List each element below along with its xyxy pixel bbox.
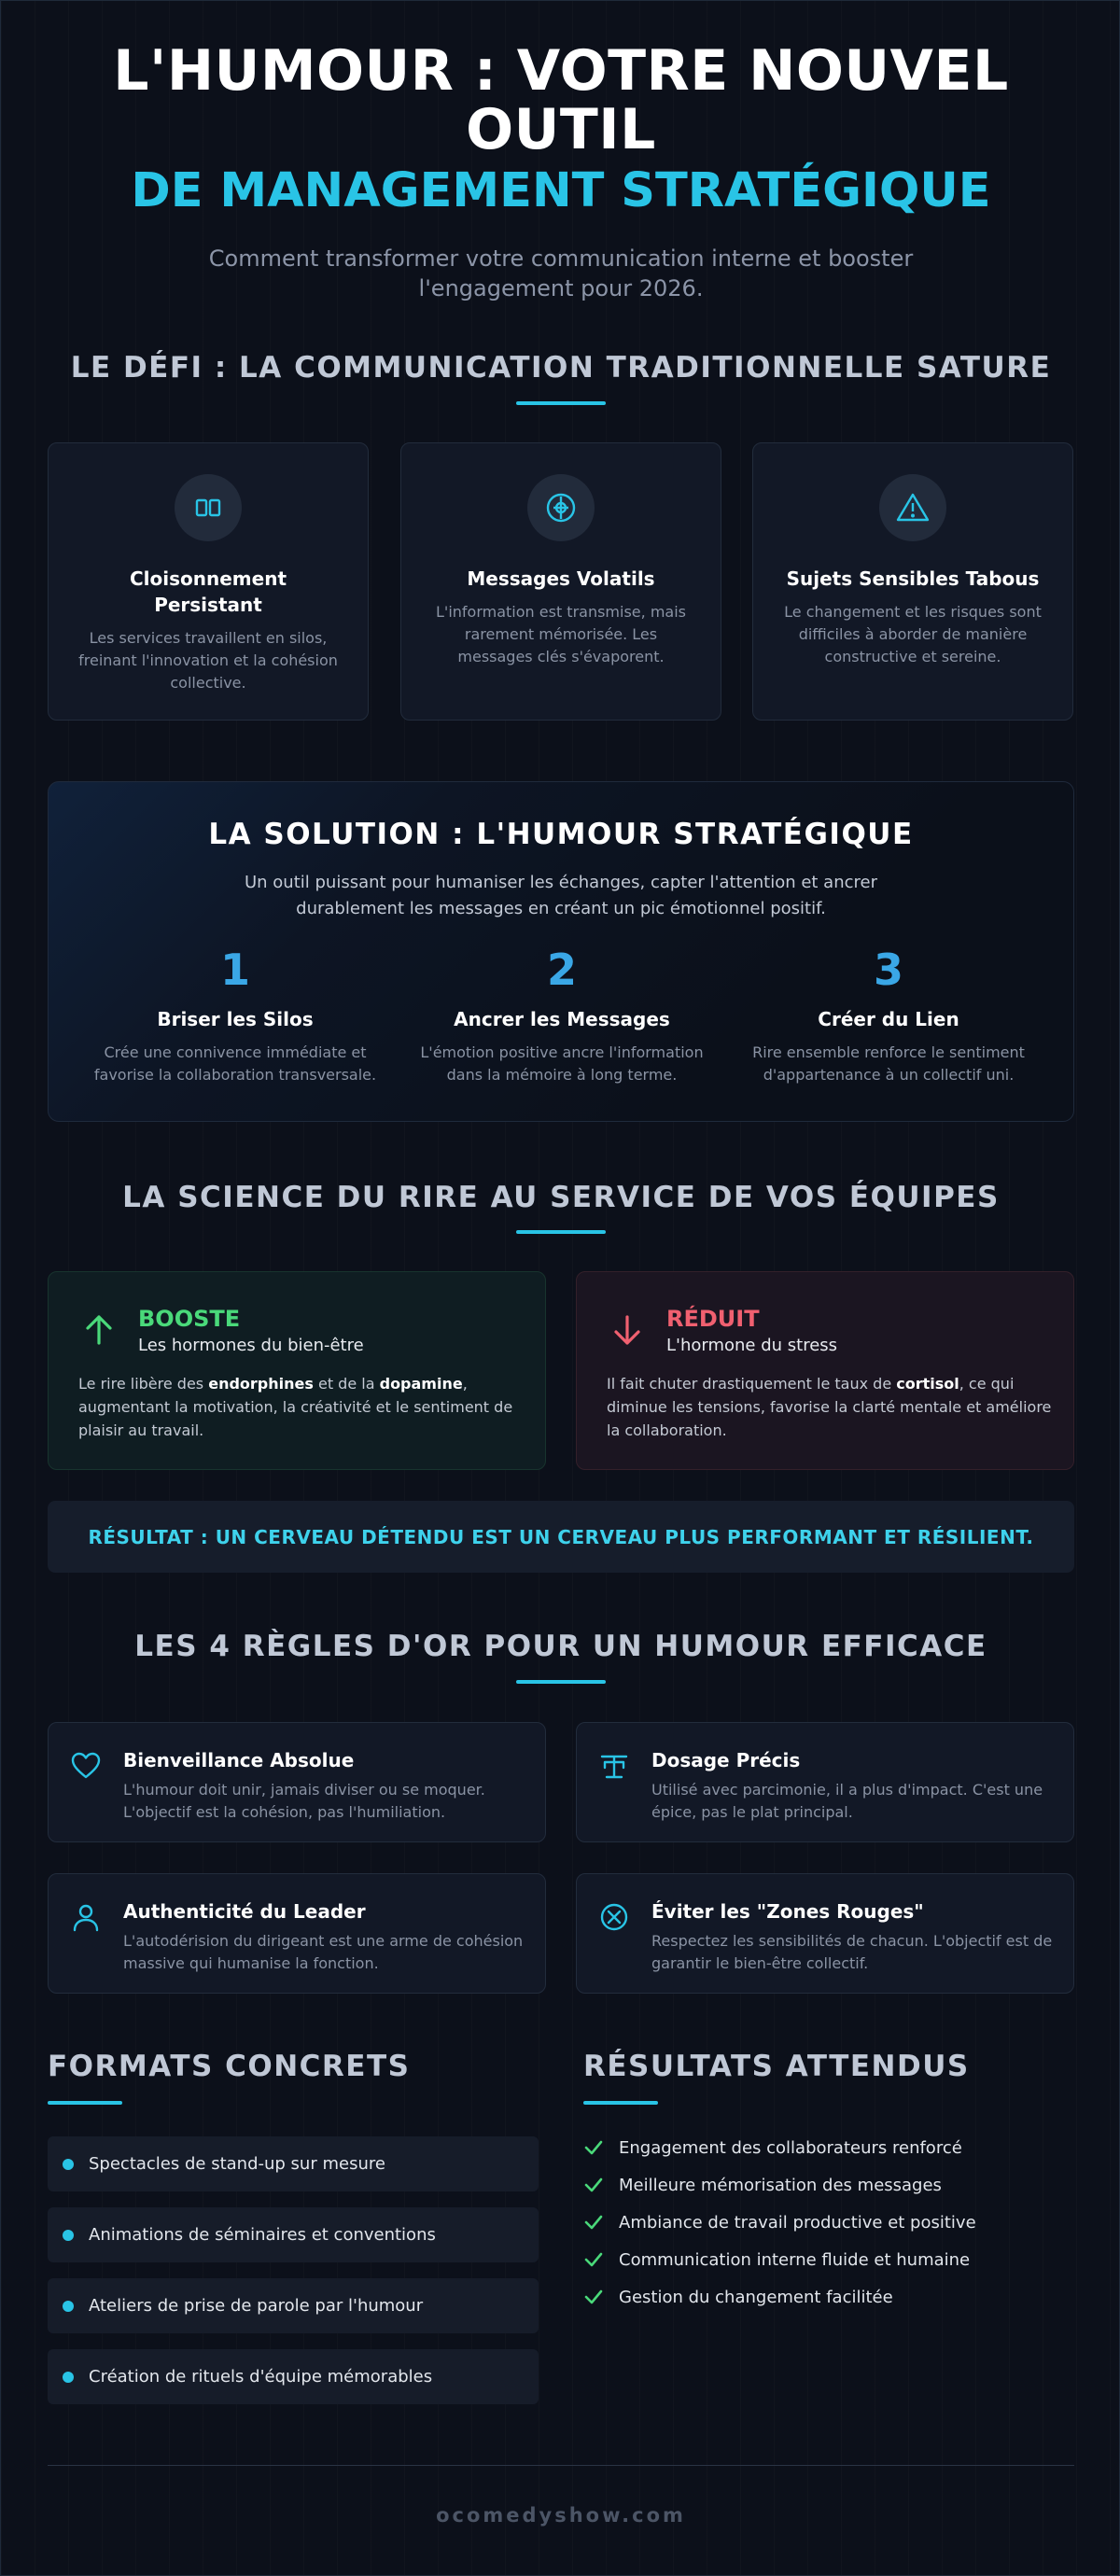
step-number: 1	[219, 945, 250, 995]
arrow-up-icon	[80, 1311, 118, 1349]
rules-title: LES 4 RÈGLES D'OR POUR UN HUMOUR EFFICACE	[134, 1630, 987, 1663]
heart-icon	[69, 1749, 103, 1783]
check-icon	[583, 2175, 604, 2195]
bullet-dot-icon	[63, 2301, 74, 2312]
science-result-banner: RÉSULTAT : UN CERVEAU DÉTENDU EST UN CERVEAU PLUS PERFORMANT ET RÉSILIENT.	[48, 1501, 1074, 1573]
formats-underline	[48, 2101, 122, 2105]
hero-subtitle: Comment transformer votre communication interne et booster l'engagement pour 2026.	[208, 245, 914, 302]
reduce-text: Il fait chuter drastiquement le taux de cortisol, ce qui diminue les tensions, favorise la clarté mentale et améliore la collaboration.	[607, 1375, 1052, 1439]
challenge-card-title: Messages Volatils	[467, 567, 655, 590]
rule-title: Éviter les "Zones Rouges"	[651, 1900, 924, 1923]
rule-card-dosage	[576, 1722, 1074, 1842]
rule-card-red-zones	[576, 1873, 1074, 1994]
results-title: RÉSULTATS ATTENDUS	[583, 2050, 970, 2083]
solution-panel	[48, 781, 1074, 1122]
step-title: Briser les Silos	[157, 1008, 314, 1030]
challenge-card-desc: Les services travaillent en silos, freinant l'innovation et la cohésion collective.	[78, 629, 338, 692]
hero-title-line-1: L'HUMOUR : VOTRE NOUVEL	[113, 38, 1009, 104]
rule-card-authenticity	[48, 1873, 546, 1994]
result-item-label: Meilleure mémorisation des messages	[619, 2175, 942, 2195]
bullet-dot-icon	[63, 2372, 74, 2383]
footer-website[interactable]: ocomedyshow.com	[436, 2504, 686, 2527]
challenge-underline	[516, 401, 606, 405]
rule-card-kindness	[48, 1722, 546, 1842]
challenge-title: LE DÉFI : LA COMMUNICATION TRADITIONNELLE SATURE	[70, 351, 1052, 385]
result-item	[583, 2137, 962, 2158]
format-item	[48, 2349, 539, 2404]
science-reduce-card	[576, 1271, 1074, 1470]
result-item	[583, 2287, 893, 2307]
step-desc: Crée une connivence immédiate et favorise la collaboration transversale.	[93, 1043, 377, 1084]
science-underline	[516, 1230, 606, 1234]
arrow-down-icon	[609, 1311, 646, 1349]
format-item	[48, 2278, 539, 2333]
check-icon	[583, 2137, 604, 2158]
bullet-dot-icon	[63, 2230, 74, 2241]
rules-underline	[516, 1680, 606, 1684]
bullet-dot-icon	[63, 2159, 74, 2170]
challenge-card-desc: Le changement et les risques sont difficiles à aborder de manière constructive et sereine.	[784, 603, 1042, 665]
step-title: Créer du Lien	[818, 1008, 959, 1030]
step-title: Ancrer les Messages	[454, 1008, 670, 1030]
challenge-card-desc: L'information est transmise, mais rarement mémorisée. Les messages clés s'évaporent.	[436, 603, 686, 665]
step-desc: L'émotion positive ancre l'information dans la mémoire à long terme.	[420, 1043, 704, 1084]
result-item-label: Communication interne fluide et humaine	[619, 2249, 971, 2270]
science-title: LA SCIENCE DU RIRE AU SERVICE DE VOS ÉQUIPES	[122, 1181, 1000, 1214]
format-item-label: Création de rituels d'équipe mémorables	[89, 2367, 433, 2387]
solution-desc: Un outil puissant pour humaniser les échanges, capter l'attention et ancrer durablement les messages en créant un pic émotionnel positif.	[244, 873, 877, 918]
balance-icon	[597, 1749, 631, 1783]
step-number: 3	[873, 945, 903, 995]
challenge-card-taboos	[752, 442, 1073, 721]
result-item-label: Engagement des collaborateurs renforcé	[619, 2137, 962, 2158]
boost-text: Le rire libère des endorphines et de la dopamine, augmentant la motivation, la créativité et le sentiment de plaisir au travail.	[78, 1375, 513, 1439]
format-item-label: Ateliers de prise de parole par l'humour	[89, 2296, 424, 2316]
results-underline	[583, 2101, 658, 2105]
rule-desc: Respectez les sensibilités de chacun. L'objectif est de garantir le bien-être collectif.	[651, 1932, 1053, 1972]
challenge-card-silos	[48, 442, 369, 721]
check-icon	[583, 2249, 604, 2270]
format-item-label: Animations de séminaires et conventions	[89, 2225, 436, 2245]
rule-title: Authenticité du Leader	[123, 1900, 366, 1923]
solution-title: LA SOLUTION : L'HUMOUR STRATÉGIQUE	[208, 818, 914, 851]
check-icon	[583, 2287, 604, 2307]
hero	[1, 38, 1120, 304]
solution-step	[399, 945, 725, 1086]
user-icon	[69, 1900, 103, 1934]
step-number: 2	[546, 945, 577, 995]
result-item-label: Ambiance de travail productive et positive	[619, 2212, 976, 2233]
solution-step	[72, 945, 399, 1086]
check-icon	[583, 2212, 604, 2233]
result-item	[583, 2249, 970, 2270]
hero-title-line-2: OUTIL	[466, 97, 656, 162]
challenge-card-messages	[400, 442, 721, 721]
hero-accent-title: DE MANAGEMENT STRATÉGIQUE	[131, 163, 991, 218]
hero-title	[1, 38, 1120, 162]
rule-desc: L'autodérision du dirigeant est une arme de cohésion massive qui humanise la fonction.	[123, 1932, 524, 1972]
compass-icon	[527, 474, 595, 541]
formats-title: FORMATS CONCRETS	[48, 2050, 411, 2083]
warning-icon	[879, 474, 946, 541]
rule-title: Dosage Précis	[651, 1749, 801, 1771]
rule-desc: Utilisé avec parcimonie, il a plus d'impact. C'est une épice, pas le plat principal.	[651, 1781, 1043, 1821]
challenge-card-title: Cloisonnement Persistant	[129, 567, 287, 616]
columns-icon	[175, 474, 242, 541]
rule-desc: L'humour doit unir, jamais diviser ou se moquer. L'objectif est la cohésion, pas l'humiliation.	[123, 1781, 485, 1821]
boost-subtitle: Les hormones du bien-être	[138, 1336, 364, 1355]
format-item	[48, 2207, 539, 2262]
footer-divider	[48, 2465, 1074, 2466]
result-item	[583, 2212, 976, 2233]
step-desc: Rire ensemble renforce le sentiment d'appartenance à un collectif uni.	[752, 1043, 1025, 1084]
format-item	[48, 2136, 539, 2191]
format-item-label: Spectacles de stand-up sur mesure	[89, 2154, 385, 2174]
reduce-subtitle: L'hormone du stress	[666, 1336, 838, 1355]
result-item-label: Gestion du changement facilitée	[619, 2287, 893, 2307]
solution-step	[725, 945, 1052, 1086]
boost-label: BOOSTE	[138, 1306, 241, 1332]
result-item	[583, 2175, 942, 2195]
challenge-card-title: Sujets Sensibles Tabous	[786, 567, 1040, 590]
cross-circle-icon	[597, 1900, 631, 1934]
science-boost-card	[48, 1271, 546, 1470]
rule-title: Bienveillance Absolue	[123, 1749, 355, 1771]
solution-steps	[49, 945, 1075, 1086]
reduce-label: RÉDUIT	[666, 1306, 760, 1332]
